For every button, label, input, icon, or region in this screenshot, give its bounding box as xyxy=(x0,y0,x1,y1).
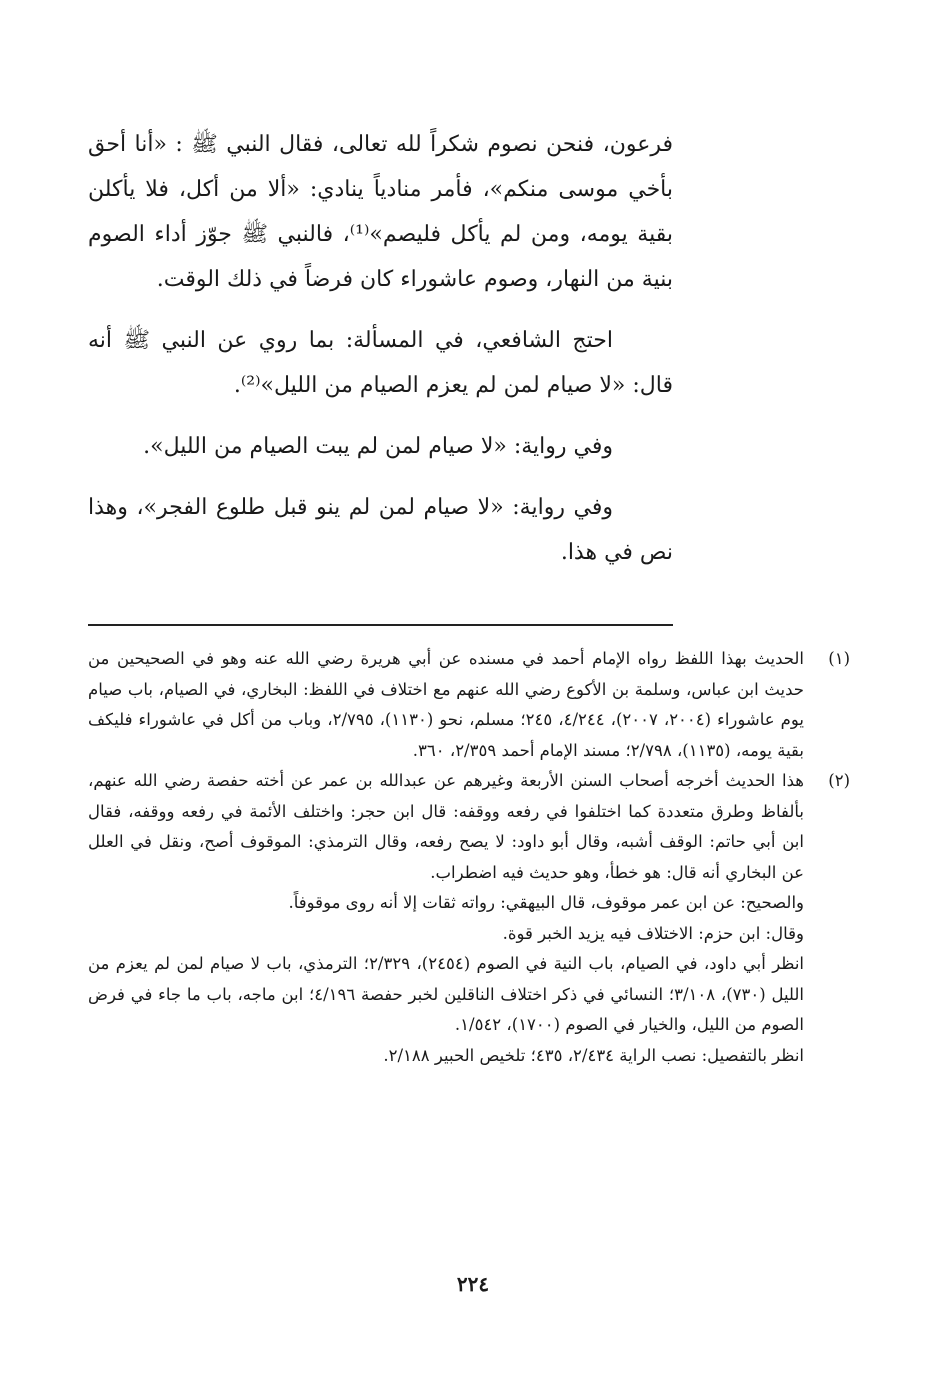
footnotes xyxy=(88,644,850,1071)
footnote-2 xyxy=(88,766,850,949)
footnote-2-references xyxy=(88,949,804,1071)
footnote-line-references: انظر أبي داود، في الصيام، باب النية في الصوم (٢٤٥٤)، ٢/٣٢٩؛ الترمذي، باب لا صيام لمن لم يعزم من الليل (٧٣٠)، ٣/١٠٨؛ النسائي في ذكر اختلاف الناقلين لخبر حفصة ٤/١٩٦؛ ابن ماجه، باب ما جاء في فرض الصوم من الليل، والخيار في الصوم (١٧٠٠)، ١/٥٤٢. xyxy=(88,954,805,1034)
footnote-text: الحديث بهذا اللفظ رواه الإمام أحمد في مسنده عن أبي هريرة رضي الله عنه وهو في الصحيحين من حديث ابن عباس، وسلمة بن الأكوع رضي الله عنهم مع اختلاف في اللفظ: البخاري، في الصيام، باب صيام يوم عاشوراء (٢٠٠٤، ٢٠٠٧)، ٤/٢٤٤، ٢٤٥؛ مسلم، نحو (١١٣٠)، ٢/٧٩٥، وباب من أكل في عاشوراء فليكف بقية يومه، (١١٣٥)، ٢/٧٩٨؛ مسند الإمام أحمد ٢/٣٥٩، ٣٦٠. xyxy=(88,649,804,760)
paragraph-shafii-argument: احتج الشافعي، في المسألة: بما روي عن النبي ﷺ أنه قال: «لا صيام لمن لم يعزم الصيام من الليل»⁽²⁾. xyxy=(88,328,673,398)
footnote-text: هذا الحديث أخرجه أصحاب السنن الأربعة وغيرهم عن عبدالله بن عمر عن أخته حفصة رضي الله عنهم، بألفاظ وطرق متعددة كما اختلفوا في رفعه ووقفه: قال ابن حجر: واختلف الأئمة في رفعه ووقفه، فقال ابن أبي حاتم: الوقف أشبه، وقال أبو داود: لا يصح رفعه، وقال الترمذي: الموقوف أصح، ونقل في العلل عن البخاري أنه قال: هو خطأ، وهو حديث فيه اضطراب. xyxy=(88,771,804,882)
paragraph-riwaya-1: وفي رواية: «لا صيام لمن لم يبت الصيام من الليل». xyxy=(143,434,613,459)
footnote-line-tafsil: انظر بالتفصيل: نصب الراية ٢/٤٣٤، ٤٣٥؛ تلخيص الحبير ٢/١٨٨. xyxy=(383,1045,804,1065)
footnote-number: (١) xyxy=(828,649,850,668)
paragraph-riwaya-2: وفي رواية: «لا صيام لمن لم ينو قبل طلوع الفجر»، وهذا نص في هذا. xyxy=(88,495,673,565)
footnote-1 xyxy=(88,644,850,766)
footnote-number: (٢) xyxy=(828,771,850,790)
paragraph-ashura: فرعون، فنحن نصوم شكراً لله تعالى، فقال النبي ﷺ : «أنا أحق بأخي موسى منكم»، فأمر منادياً ينادي: «ألا من أكل، فلا يأكلن بقية يومه، ومن لم يأكل فليصم»⁽¹⁾، فالنبي ﷺ جوّز أداء الصوم بنية من النهار، وصوم عاشوراء كان فرضاً في ذلك الوقت. xyxy=(88,132,673,292)
footnote-line-ibn-hazm: وقال: ابن حزم: الاختلاف فيه يزيد الخبر قوة. xyxy=(502,923,804,943)
footnote-body xyxy=(88,766,804,949)
page-number: ٢٢٤ xyxy=(456,1272,490,1296)
main-text xyxy=(88,122,673,591)
footnote-separator xyxy=(88,624,673,626)
footnote-body xyxy=(88,644,804,766)
footnote-line-sahih: والصحيح: عن ابن عمر موقوف، قال البيهقي: رواته ثقات إلا أنه روى موقوفاً. xyxy=(288,893,804,912)
